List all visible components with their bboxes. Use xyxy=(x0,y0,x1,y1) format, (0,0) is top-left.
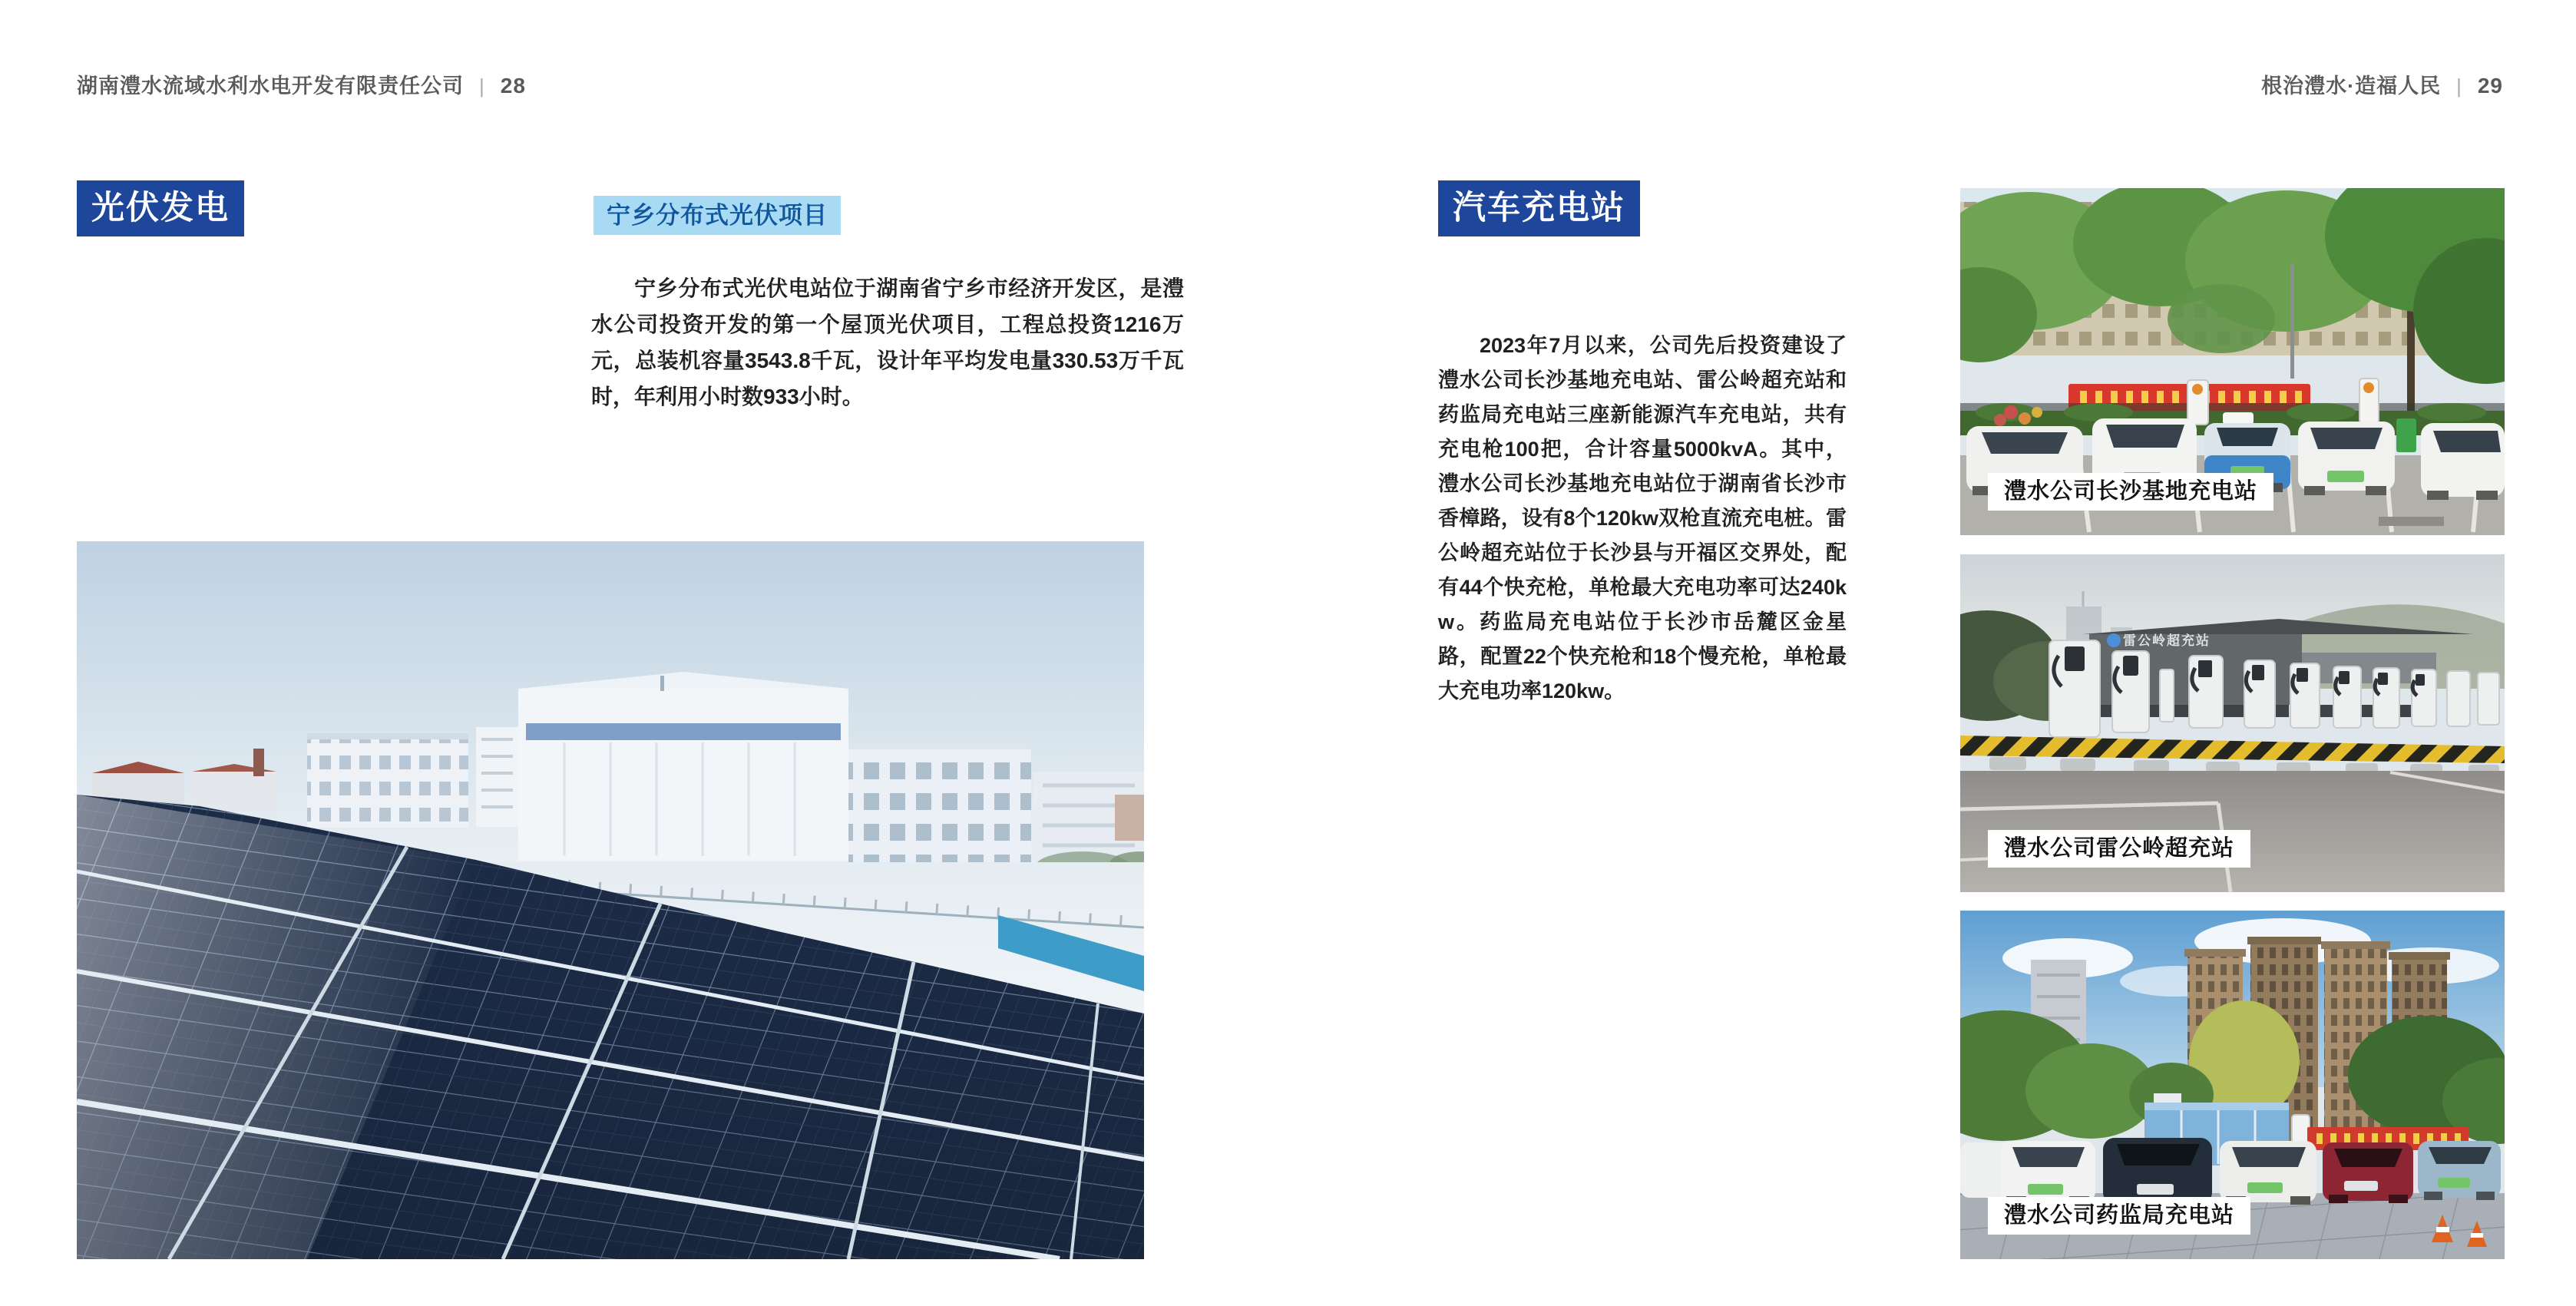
solar-section-title: 光伏发电 xyxy=(91,190,230,226)
header-divider: | xyxy=(2456,74,2462,98)
drain-grate xyxy=(2379,517,2444,526)
solar-rooftop-illustration xyxy=(77,541,1144,1259)
photo-caption: 澧水公司药监局充电站 xyxy=(1988,1197,2250,1235)
photo-yaojianju xyxy=(1960,911,2505,1259)
left-page-header xyxy=(77,69,526,99)
charging-section-title-box xyxy=(1438,180,1640,236)
photo-caption: 澧水公司雷公岭超充站 xyxy=(1988,830,2250,868)
photo-leigongling xyxy=(1960,554,2505,892)
photo-caption: 澧水公司长沙基地充电站 xyxy=(1988,473,2273,511)
ningxiang-subsection-title: 宁乡分布式光伏项目 xyxy=(607,202,828,229)
photo-changsha-base xyxy=(1960,188,2505,535)
solar-paragraph: 宁乡分布式光伏电站位于湖南省宁乡市经济开发区，是澧水公司投资开发的第一个屋顶光伏项目，工程总投资1216万元，总装机容量3543.8千瓦，设计年平均发电量330.53万千瓦时，年利用小时数933小时。 xyxy=(591,276,1184,408)
light-pole xyxy=(2290,263,2294,379)
trees xyxy=(1960,188,2505,411)
slogan: 根治澧水·造福人民 xyxy=(2261,74,2442,98)
station-building-sign: 雷公岭超充站 xyxy=(2123,633,2211,648)
right-page-header xyxy=(2261,69,2503,99)
company-name: 湖南澧水流域水利水电开发有限责任公司 xyxy=(77,74,464,98)
page-number-right: 29 xyxy=(2477,74,2503,98)
solar-section-title-box xyxy=(77,180,244,236)
solar-rooftop-photo xyxy=(77,541,1144,1259)
charging-paragraph: 2023年7月以来，公司先后投资建设了澧水公司长沙基地充电站、雷公岭超充站和药监局充电站三座新能源汽车充电站，共有充电枪100把，合计容量5000kvA。其中，澧水公司长沙基地充电站位于湖南省长沙市香樟路，设有8个120kw双枪直流充电桩。雷公岭超充站位于长沙县与开福区交界处，配有44个快充枪，单枪最大充电功率可达240kw。药监局充电站位于长沙市岳麓区金星路，配置22个快充枪和18个慢充枪，单枪最大充电功率120kw。 xyxy=(1438,334,1847,703)
charging-section-title: 汽车充电站 xyxy=(1453,190,1625,226)
ningxiang-subsection-title-box xyxy=(594,196,841,235)
header-divider: | xyxy=(479,74,485,98)
page-number-left: 28 xyxy=(500,74,526,98)
hazard-curb xyxy=(1960,736,2505,763)
